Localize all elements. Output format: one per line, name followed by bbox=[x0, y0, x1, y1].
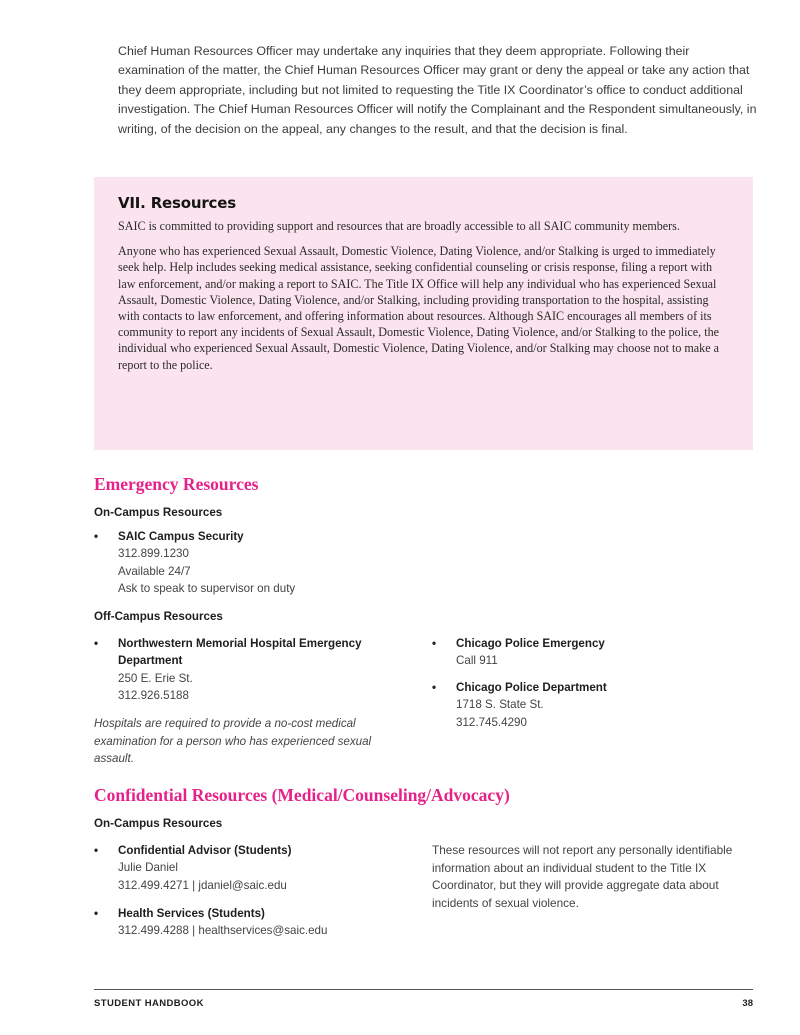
campus-security-phone: 312.899.1230 bbox=[118, 547, 189, 561]
health-services-name: Health Services (Students) bbox=[118, 907, 265, 920]
list-item-police-emergency bbox=[432, 635, 746, 670]
resources-heading: VII. Resources bbox=[118, 194, 236, 212]
emergency-on-campus-heading: On-Campus Resources bbox=[94, 506, 223, 519]
emergency-resources-heading: Emergency Resources bbox=[94, 474, 259, 494]
list-item-health-services bbox=[94, 905, 418, 940]
advisor-name: Confidential Advisor (Students) bbox=[118, 844, 292, 857]
bullet: • bbox=[94, 844, 99, 857]
northwestern-address: 250 E. Erie St. bbox=[118, 671, 193, 685]
resources-paragraph-2: Anyone who has experienced Sexual Assault, Domestic Violence, Dating Violence, and/or Stalking is urged to immediately seek help. Help includes seeking medical assistance, seeking confidential counseling or crisis response, filing a report with law enforcement, and/or making a report to SAIC. The Title IX Office will help any individual who has experienced Sexual Assault, Domestic Violence, Dating Violence, and/or Stalking, including providing transportation to the hospital, assisting with contacts to law enforcement, and offering information about resources. Although SAIC encourages all members of its community to report any incidents of Sexual Assault, Domestic Violence, Dating Violence, and/or Stalking to the police, the individual who experienced Sexual Assault, Domestic Violence, Dating Violence, and/or Stalking may choose not to make a report to the police. bbox=[118, 244, 719, 372]
police-department-phone: 312.745.4290 bbox=[456, 715, 527, 729]
northwestern-name-line1: Northwestern Memorial Hospital Emergency bbox=[118, 637, 362, 650]
confidential-resources-heading: Confidential Resources (Medical/Counseling/Advocacy) bbox=[94, 785, 510, 805]
bullet: • bbox=[94, 637, 99, 650]
police-emergency-name: Chicago Police Emergency bbox=[456, 637, 605, 650]
list-item-police-department bbox=[432, 679, 746, 731]
campus-security-availability: Available 24/7 bbox=[118, 564, 191, 578]
footer-divider bbox=[94, 989, 753, 990]
resources-paragraph-1: SAIC is committed to providing support and resources that are broadly accessible to all SAIC community members. bbox=[118, 219, 680, 233]
northwestern-phone: 312.926.5188 bbox=[118, 689, 189, 703]
intro-paragraph: Chief Human Resources Officer may undertake any inquiries that they deem appropriate. Following their examination of the matter, the Chief Human Resources Officer may grant or deny the appeal or take any action that they deem appropriate, including but not limited to requesting the Title IX Coordinator’s office to conduct additional investigation. The Chief Human Resources Officer will notify the Complainant and the Respondent simultaneously, in writing, of the decision on the appeal, any changes to the result, and that the decision is final. bbox=[118, 44, 757, 136]
page-number: 38 bbox=[742, 998, 753, 1009]
police-emergency-detail: Call 911 bbox=[456, 654, 498, 668]
footer-title: STUDENT HANDBOOK bbox=[94, 998, 204, 1009]
confidential-note: These resources will not report any personally identifiable information about an individual student to the Title IX Coordinator, but they will provide aggregate data about incidents of sexual violence. bbox=[432, 843, 733, 910]
campus-security-note: Ask to speak to supervisor on duty bbox=[118, 582, 296, 596]
emergency-off-campus-heading: Off-Campus Resources bbox=[94, 610, 223, 623]
advisor-person: Julie Daniel bbox=[118, 861, 178, 875]
bullet: • bbox=[94, 907, 99, 920]
health-services-contact: 312.499.4288 | healthservices@saic.edu bbox=[118, 924, 328, 938]
hospital-note: Hospitals are required to provide a no-cost medical examination for a person who has experienced sexual assault. bbox=[94, 717, 372, 766]
list-item-campus-security bbox=[94, 528, 418, 598]
bullet: • bbox=[432, 681, 437, 694]
advisor-contact: 312.499.4271 | jdaniel@saic.edu bbox=[118, 878, 287, 892]
northwestern-name-line2: Department bbox=[118, 654, 183, 668]
confidential-on-campus-heading: On-Campus Resources bbox=[94, 817, 223, 830]
police-department-name: Chicago Police Department bbox=[456, 681, 607, 694]
resources-box bbox=[94, 177, 753, 450]
bullet: • bbox=[432, 637, 437, 650]
police-department-address: 1718 S. State St. bbox=[456, 698, 544, 712]
list-item-confidential-advisor bbox=[94, 842, 418, 894]
bullet: • bbox=[94, 530, 99, 543]
campus-security-name: SAIC Campus Security bbox=[118, 530, 244, 543]
list-item-northwestern bbox=[94, 635, 418, 705]
